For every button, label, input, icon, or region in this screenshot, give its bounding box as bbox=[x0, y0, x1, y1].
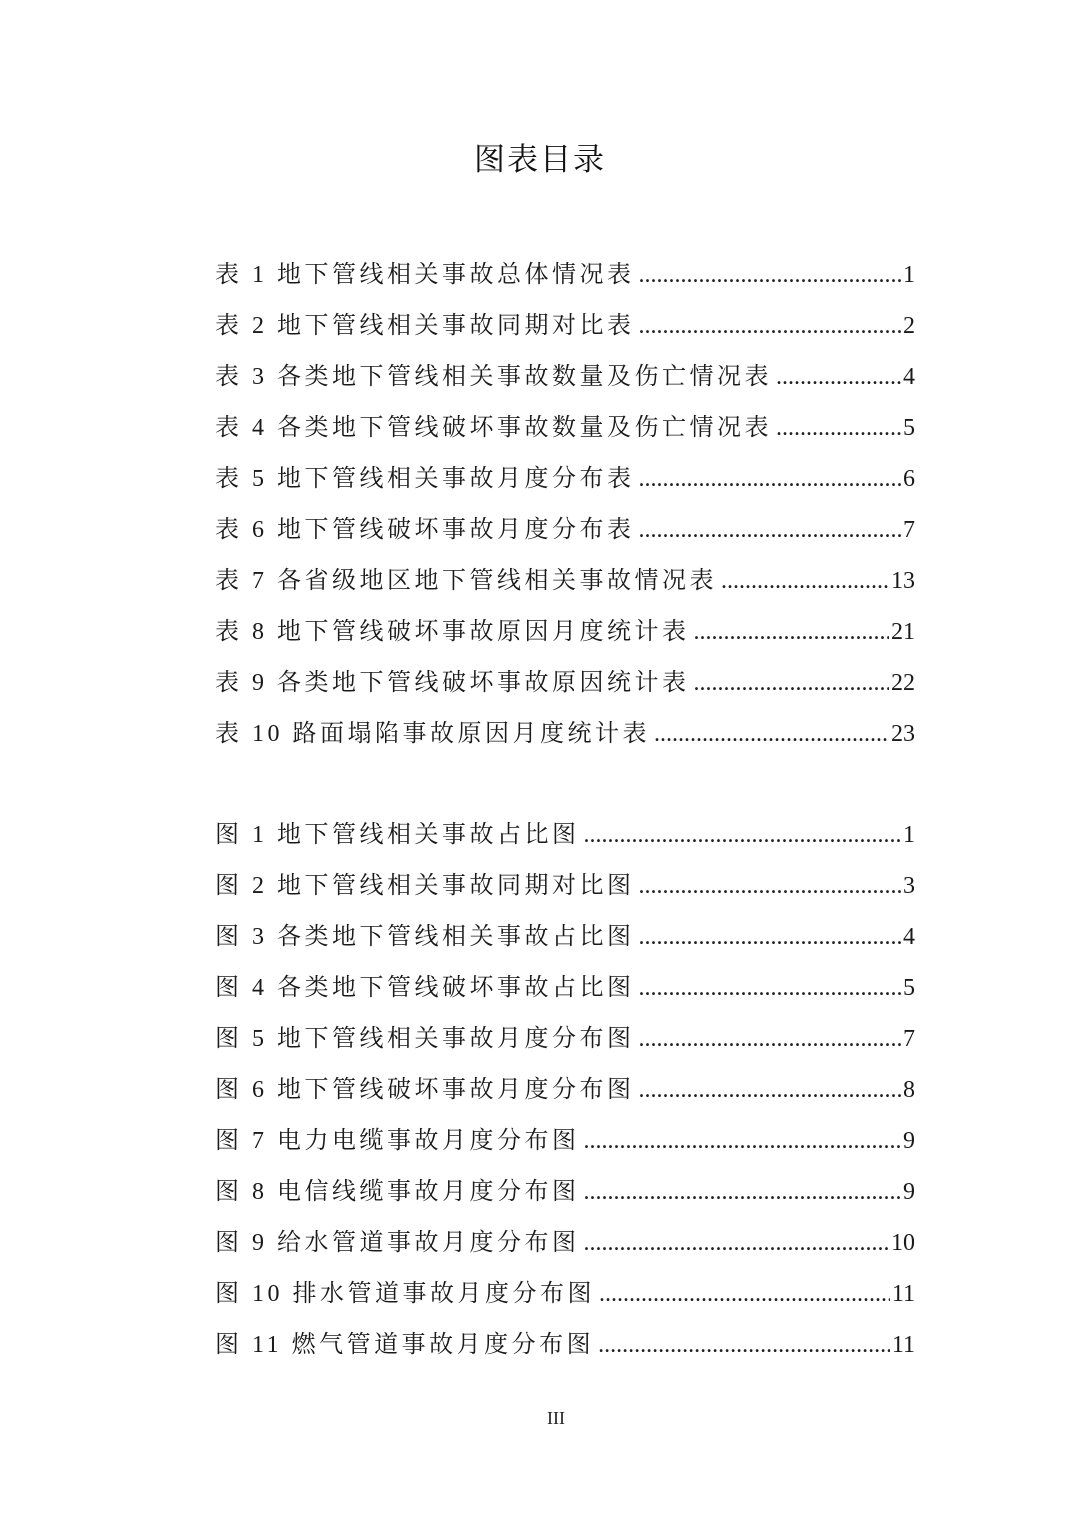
toc-entry-page: 2 bbox=[903, 313, 915, 339]
dot-leader bbox=[639, 301, 902, 352]
dot-leader bbox=[598, 1320, 890, 1371]
dot-leader bbox=[639, 250, 902, 301]
toc-entry-label: 图 6 地下管线破坏事故月度分布图 bbox=[215, 1077, 635, 1103]
toc-entry-page: 3 bbox=[903, 873, 915, 899]
dot-leader bbox=[654, 709, 889, 760]
dot-leader bbox=[776, 352, 901, 403]
toc-entry-figure-9[interactable] bbox=[215, 1218, 915, 1269]
page-number: III bbox=[547, 1408, 565, 1428]
toc-entry-page: 1 bbox=[903, 822, 915, 848]
toc-entry-figure-7[interactable] bbox=[215, 1116, 915, 1167]
toc-entry-page: 7 bbox=[903, 1026, 915, 1052]
toc-entry-figure-5[interactable] bbox=[215, 1014, 915, 1065]
toc-entry-label: 图 3 各类地下管线相关事故占比图 bbox=[215, 924, 635, 950]
dot-leader bbox=[639, 505, 902, 556]
dot-leader bbox=[639, 963, 902, 1014]
toc-entry-figure-1[interactable] bbox=[215, 810, 915, 861]
toc-entry-page: 4 bbox=[903, 924, 915, 950]
dot-leader bbox=[599, 1269, 890, 1320]
dot-leader bbox=[639, 912, 902, 963]
dot-leader bbox=[639, 1065, 902, 1116]
toc-entry-label: 图 10 排水管道事故月度分布图 bbox=[215, 1281, 595, 1307]
toc-entry-page: 11 bbox=[891, 1332, 915, 1358]
toc-entry-page: 6 bbox=[903, 466, 915, 492]
toc-entry-label: 图 9 给水管道事故月度分布图 bbox=[215, 1230, 580, 1256]
dot-leader bbox=[721, 556, 889, 607]
dot-leader bbox=[776, 403, 901, 454]
toc-entry-page: 13 bbox=[891, 568, 915, 594]
toc-entry-label: 表 2 地下管线相关事故同期对比表 bbox=[215, 313, 635, 339]
toc-entry-label: 图 7 电力电缆事故月度分布图 bbox=[215, 1128, 580, 1154]
toc-entry-label: 表 7 各省级地区地下管线相关事故情况表 bbox=[215, 568, 717, 594]
toc-entry-figure-10[interactable] bbox=[215, 1269, 915, 1320]
toc-entry-page: 21 bbox=[891, 619, 915, 645]
dot-leader bbox=[639, 1014, 902, 1065]
toc-entry-table-3[interactable] bbox=[215, 352, 915, 403]
dot-leader bbox=[584, 1116, 902, 1167]
toc-entry-figure-4[interactable] bbox=[215, 963, 915, 1014]
dot-leader bbox=[694, 658, 890, 709]
toc-entry-label: 图 11 燃气管道事故月度分布图 bbox=[215, 1332, 595, 1358]
dot-leader bbox=[639, 454, 902, 505]
toc-entry-label: 图 1 地下管线相关事故占比图 bbox=[215, 822, 580, 848]
toc-entry-page: 10 bbox=[891, 1230, 915, 1256]
table-of-figures bbox=[215, 810, 915, 1371]
toc-entry-page: 23 bbox=[891, 721, 915, 747]
toc-entry-page: 22 bbox=[891, 670, 915, 696]
toc-entry-figure-11[interactable] bbox=[215, 1320, 915, 1371]
dot-leader bbox=[584, 1167, 902, 1218]
toc-entry-page: 8 bbox=[903, 1077, 915, 1103]
toc-entry-page: 9 bbox=[903, 1179, 915, 1205]
toc-entry-page: 1 bbox=[903, 262, 915, 288]
toc-entry-label: 表 1 地下管线相关事故总体情况表 bbox=[215, 262, 635, 288]
toc-entry-table-4[interactable] bbox=[215, 403, 915, 454]
toc-entry-label: 表 8 地下管线破坏事故原因月度统计表 bbox=[215, 619, 690, 645]
toc-entry-label: 表 3 各类地下管线相关事故数量及伤亡情况表 bbox=[215, 364, 772, 390]
toc-entry-page: 4 bbox=[903, 364, 915, 390]
toc-entry-table-10[interactable] bbox=[215, 709, 915, 760]
toc-entry-table-2[interactable] bbox=[215, 301, 915, 352]
toc-entry-table-9[interactable] bbox=[215, 658, 915, 709]
table-of-tables bbox=[215, 250, 915, 760]
toc-entry-table-5[interactable] bbox=[215, 454, 915, 505]
toc-entry-figure-2[interactable] bbox=[215, 861, 915, 912]
toc-entry-page: 7 bbox=[903, 517, 915, 543]
toc-entry-page: 5 bbox=[903, 975, 915, 1001]
dot-leader bbox=[639, 861, 902, 912]
dot-leader bbox=[584, 1218, 890, 1269]
toc-entry-table-7[interactable] bbox=[215, 556, 915, 607]
toc-entry-table-1[interactable] bbox=[215, 250, 915, 301]
toc-entry-page: 5 bbox=[903, 415, 915, 441]
toc-entry-label: 表 10 路面塌陷事故原因月度统计表 bbox=[215, 721, 650, 747]
toc-entry-page: 11 bbox=[891, 1281, 915, 1307]
toc-entry-figure-3[interactable] bbox=[215, 912, 915, 963]
toc-entry-label: 表 9 各类地下管线破坏事故原因统计表 bbox=[215, 670, 690, 696]
toc-entry-label: 表 5 地下管线相关事故月度分布表 bbox=[215, 466, 635, 492]
toc-entry-figure-6[interactable] bbox=[215, 1065, 915, 1116]
toc-entry-label: 表 4 各类地下管线破坏事故数量及伤亡情况表 bbox=[215, 415, 772, 441]
toc-entry-label: 图 2 地下管线相关事故同期对比图 bbox=[215, 873, 635, 899]
toc-entry-label: 表 6 地下管线破坏事故月度分布表 bbox=[215, 517, 635, 543]
toc-entry-page: 9 bbox=[903, 1128, 915, 1154]
toc-entry-label: 图 5 地下管线相关事故月度分布图 bbox=[215, 1026, 635, 1052]
toc-entry-label: 图 8 电信线缆事故月度分布图 bbox=[215, 1179, 580, 1205]
toc-entry-figure-8[interactable] bbox=[215, 1167, 915, 1218]
toc-entry-label: 图 4 各类地下管线破坏事故占比图 bbox=[215, 975, 635, 1001]
dot-leader bbox=[584, 810, 902, 861]
page-title: 图表目录 bbox=[474, 142, 606, 178]
toc-entry-table-8[interactable] bbox=[215, 607, 915, 658]
dot-leader bbox=[694, 607, 890, 658]
toc-entry-table-6[interactable] bbox=[215, 505, 915, 556]
